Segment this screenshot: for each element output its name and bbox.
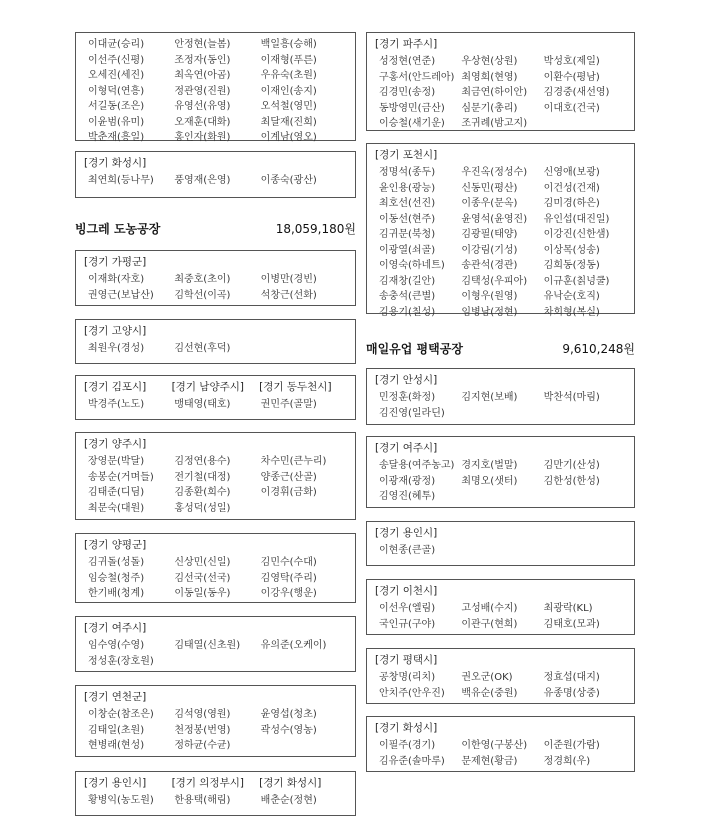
member-name: 김석영(영원) [174,709,231,720]
member-name: 서길동(조은) [88,101,145,112]
member-name: 김재창(길안) [379,275,436,287]
region-label: [경기 남양주시] [171,381,244,393]
member-name: 백유순(중원) [461,687,518,699]
member-name: 우진옥(정성수) [461,167,528,178]
member-name: 오세진(세진) [88,70,145,81]
member-name: 유낙순(호직) [543,291,600,302]
member-name: 문제현(황금) [461,755,518,767]
member-name: 정관영(진원) [174,85,231,97]
member-name: 김선국(선국) [174,572,231,584]
member-name: 임수영(수영) [88,640,145,651]
region-label: [경기 의정부시] [171,777,244,789]
member-name: 이종우(문옥) [461,198,518,209]
member-name: 박찬석(마림) [543,392,600,403]
member-list [84,555,347,602]
member-name: 한용택(해림) [174,795,231,806]
region-header [84,324,347,338]
member-name: 이준원(가람) [543,740,600,751]
region-header [375,584,626,598]
right-hwaseong-box [366,716,635,772]
member-name: 이상목(성송) [543,244,600,256]
member-name: 공창명(리치) [379,672,436,683]
member-name: 우상현(상원) [461,56,518,67]
region-header [84,437,347,451]
region-header [84,380,347,394]
member-name: 송봉순(거며들) [88,471,154,483]
member-name: 김경중(새선영) [543,87,610,98]
member-name: 이규훈(칡넝쿨) [543,275,610,287]
member-list [84,397,347,413]
right-anseong-box [366,368,635,425]
member-name: 신영애(보광) [543,167,600,178]
member-name: 김귀돌(성돌) [88,557,145,568]
member-name: 이강우(행운) [260,588,317,599]
member-name: 이환수(평남) [543,71,600,83]
member-name: 이재인(송지) [260,85,317,97]
member-name: 이형덕(연흥) [88,85,145,97]
member-name: 윤영섭(청초) [260,709,317,720]
member-name: 이대균(승리) [88,39,145,50]
member-name: 풍영재(은영) [174,175,231,186]
member-name: 김태일(초원) [88,724,145,736]
member-name: 맹태영(태호) [174,399,231,410]
member-name: 유영선(유영) [174,101,231,112]
member-name: 이병만(경빈) [260,274,317,285]
member-name: 이강진(신한샘) [543,229,610,240]
member-list [375,458,626,505]
region-header [84,156,347,170]
member-name: 이한영(구봉산) [461,740,528,751]
member-name: 홍인자(화원) [174,132,231,143]
right-yongin-box [366,521,635,566]
member-name: 이창순(참조은) [88,709,154,720]
member-list [84,341,347,357]
member-name: 김용기(칠성) [379,306,436,318]
member-name: 윤영석(윤영진) [461,213,528,225]
member-name: 최옥연(아곰) [174,70,231,81]
member-list [375,54,626,132]
member-name: 김택성(우피아) [461,275,528,287]
right-icheon-box [366,579,635,635]
member-name: 최명오(샛터) [461,475,518,487]
member-list [84,454,347,516]
member-name: 이윤범(유미) [88,116,145,128]
member-name: 이선우(엘림) [379,603,436,614]
region-label: [경기 화성시] [375,722,438,734]
member-name: 고성배(수지) [461,603,518,614]
member-name: 김태호(모과) [543,618,600,630]
member-list [375,165,626,320]
member-name: 양종근(산골) [260,471,317,483]
member-name: 김민수(수대) [260,557,317,568]
region-label: [경기 화성시] [84,157,147,169]
member-list [84,37,347,146]
member-name: 유의준(오케이) [260,640,327,651]
member-name: 성정현(연준) [379,56,436,67]
member-name: 안치주(안우진) [379,687,445,699]
member-name: 최달재(진희) [260,116,317,128]
member-name: 차희형(복실) [543,306,600,318]
factory-name: 빙그레 도농공장 [75,222,161,236]
left-yeoncheon-box [75,685,356,757]
member-name: 이형우(원영) [461,291,518,302]
member-name: 김영탁(주리) [260,572,317,584]
member-name: 이강림(기성) [461,244,518,256]
member-name: 오석철(영민) [260,101,317,112]
region-label: [경기 화성시] [259,777,322,789]
member-name: 김선현(후덕) [174,343,231,354]
member-name: 박춘재(흥일) [88,132,145,143]
factory-amount: 18,059,180원 [275,222,356,236]
region-header [375,148,626,162]
left-top-box [75,32,356,141]
member-name: 송충석(큰별) [379,291,436,302]
member-name: 이동선(현주) [379,213,436,225]
member-list [84,793,347,809]
member-name: 정명석(종두) [379,167,436,178]
right-yeoju-box [366,436,635,508]
member-name: 전기철(대정) [174,471,231,483]
region-label: [경기 김포시] [84,381,147,393]
member-name: 황병익(농도원) [88,795,154,806]
factory-header-binggrae [75,220,356,237]
region-header [375,721,626,735]
member-name: 정효섭(대지) [543,672,600,683]
member-list [375,670,626,701]
member-name: 배춘순(정현) [260,795,317,806]
left-goyang-box [75,319,356,364]
member-list [375,738,626,769]
region-label: [경기 이천시] [375,585,438,597]
member-name: 유인섭(대진일) [543,213,610,225]
region-header [375,526,626,540]
member-name: 최호선(선진) [379,198,436,209]
member-name: 장영문(박달) [88,456,145,467]
member-name: 김만기(산성) [543,460,600,471]
member-name: 박경주(노도) [88,399,145,410]
right-pocheon-box [366,143,635,318]
left-hwaseong-box [75,151,356,198]
member-name: 김영진(혜투) [379,491,436,502]
region-label: [경기 여주시] [375,442,438,454]
member-name: 권오군(OK) [461,672,513,683]
member-name: 김한성(한성) [543,475,600,487]
factory-amount: 9,610,248원 [562,342,635,356]
member-name: 이재형(푸른) [260,54,317,66]
region-header [84,776,347,790]
member-name: 최문숙(대원) [88,502,145,514]
region-label: [경기 여주시] [84,622,147,634]
member-name: 차수민(큰누리) [260,456,327,467]
region-header [84,255,347,269]
member-name: 천정봉(번영) [174,724,231,736]
member-list [84,173,347,189]
member-name: 김유준(솔마루) [379,755,445,767]
member-list [84,707,347,754]
member-name: 오재훈(대화) [174,116,231,128]
member-name: 최금연(하이안) [461,87,528,98]
region-header [375,37,626,51]
member-name: 이계남(영오) [260,132,317,143]
member-name: 우유숙(초원) [260,70,317,81]
member-name: 민정훈(화정) [379,392,436,403]
member-name: 김지현(보배) [461,392,518,403]
member-name: 이영숙(하네트) [379,260,445,271]
member-name: 김광필(태양) [461,229,518,240]
member-name: 조귀례(밤고지) [461,118,528,129]
member-name: 동방영민(금산) [379,102,445,114]
member-name: 정성훈(장호원) [88,655,154,667]
member-name: 김경민(송정) [379,87,436,98]
region-label: [경기 평택시] [375,654,438,666]
member-name: 이현종(큰골) [379,545,436,556]
member-list [375,601,626,632]
region-header [84,621,347,635]
region-label: [경기 양평군] [84,539,147,551]
member-name: 임승철(청주) [88,572,145,584]
region-label: [경기 안성시] [375,374,438,386]
member-name: 이광재(광정) [379,475,436,487]
member-name: 임병남(정현) [461,306,518,318]
member-name: 홍성덕(성일) [174,502,231,514]
left-gimpo-box [75,375,356,420]
member-name: 유종명(상중) [543,687,600,699]
member-name: 곽성수(영농) [260,724,317,736]
member-name: 권민주(골말) [260,399,317,410]
member-name: 이승철(새기운) [379,118,445,129]
member-name: 송달용(여주농고) [379,460,455,471]
member-name: 이경휘(금화) [260,487,317,498]
member-name: 김종환(희수) [174,487,231,498]
member-name: 김정연(용수) [174,456,231,467]
member-name: 국인규(구야) [379,618,436,630]
member-name: 김미경(하은) [543,198,600,209]
member-name: 김태준(디딤) [88,487,145,498]
member-name: 신상민(신일) [174,557,231,568]
region-header [84,538,347,552]
member-name: 권영근(보납산) [88,289,154,301]
member-name: 정하균(수균) [174,740,231,751]
region-label: [경기 고양시] [84,325,147,337]
left-yeoju-box [75,616,356,672]
member-name: 이필주(경기) [379,740,436,751]
member-name: 최원우(경성) [88,343,145,354]
region-label: [경기 동두천시] [259,381,332,393]
member-name: 이재화(자호) [88,274,145,285]
member-name: 구홍서(안드레아) [379,71,455,83]
member-name: 최중호(초이) [174,274,231,285]
member-name: 이건성(건재) [543,182,600,194]
member-list [375,543,626,559]
member-name: 김귀문(북청) [379,229,436,240]
region-label: [경기 양주시] [84,438,147,450]
member-name: 최영희(현영) [461,71,518,83]
member-name: 이관구(현희) [461,618,518,630]
region-label: [경기 파주시] [375,38,438,50]
region-label: [경기 연천군] [84,691,147,703]
member-name: 현병래(현성) [88,740,145,751]
member-name: 김학선(이곡) [174,289,231,301]
member-name: 윤인용(광능) [379,182,436,194]
member-list [84,272,347,303]
member-name: 백일흥(승해) [260,39,317,50]
region-label: [경기 포천시] [375,149,438,161]
member-name: 경지호(벌말) [461,460,518,471]
right-pyeongtaek-box [366,648,635,704]
member-name: 이선주(신평) [88,54,145,66]
member-list [84,638,347,669]
left-yangju-box [75,432,356,520]
right-paju-box [366,32,635,131]
member-list [375,390,626,421]
member-name: 김태열(신초원) [174,640,241,651]
member-name: 신동민(평산) [461,182,518,194]
member-name: 석창근(선화) [260,289,317,301]
member-name: 조정자(동인) [174,54,231,66]
member-name: 김희동(정동) [543,260,600,271]
member-name: 박성호(제일) [543,56,600,67]
member-name: 이대호(건국) [543,102,600,114]
region-label: [경기 용인시] [375,527,438,539]
region-label: [경기 가평군] [84,256,147,268]
region-label: [경기 용인시] [84,777,147,789]
member-name: 한기배(청계) [88,588,145,599]
member-name: 심문기(총리) [461,102,518,114]
left-gapyeong-box [75,250,356,306]
member-name: 이광열(쇠골) [379,244,436,256]
member-name: 이종숙(광산) [260,175,317,186]
left-yongin-box [75,771,356,816]
member-name: 김진영(일라딘) [379,407,445,419]
member-name: 최광락(KL) [543,603,593,614]
factory-header-maeil [366,340,635,357]
region-header [375,441,626,455]
member-name: 정경희(우) [543,755,591,767]
member-name: 최연희(등나무) [88,175,154,186]
factory-name: 매일유업 평택공장 [366,342,463,356]
member-name: 송관석(경관) [461,260,518,271]
left-yangpyeong-box [75,533,356,603]
region-header [375,653,626,667]
member-name: 이동일(동우) [174,588,231,599]
region-header [375,373,626,387]
region-header [84,690,347,704]
member-name: 안정현(늘봄) [174,39,231,50]
